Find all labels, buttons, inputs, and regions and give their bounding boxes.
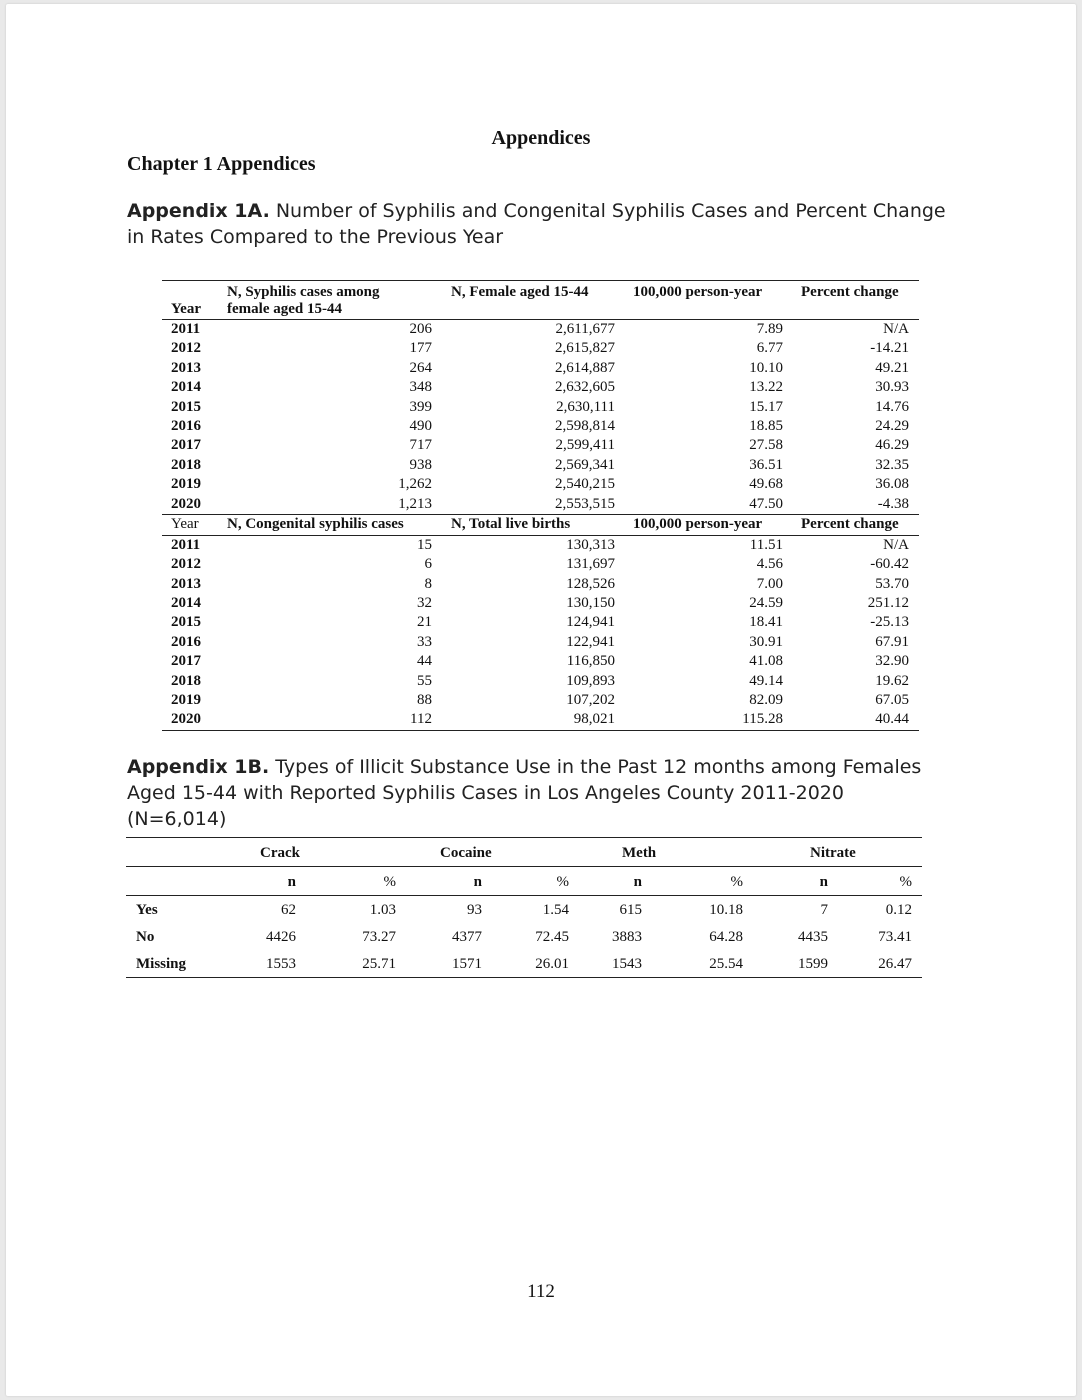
- year-cell: 2019: [171, 692, 201, 709]
- percent-change-cell: -60.42: [870, 556, 909, 573]
- count-cell: 4426: [266, 929, 296, 945]
- percent-subheader: %: [899, 874, 912, 890]
- percent-cell: 1.03: [369, 902, 396, 918]
- rate-cell: 82.09: [749, 692, 783, 709]
- col-header-year: Year: [171, 301, 201, 317]
- col-header-percent: Percent change: [801, 284, 899, 300]
- cases-cell: 177: [409, 340, 432, 357]
- appendix-1b-caption: [127, 754, 947, 832]
- rate-cell: 18.41: [749, 614, 783, 631]
- table-row: [162, 378, 919, 397]
- population-cell: 131,697: [566, 556, 615, 573]
- percent-change-cell: -4.38: [877, 495, 909, 512]
- col-header-rate: 100,000 person-year: [633, 515, 763, 532]
- group-header-row: [126, 838, 922, 867]
- cases-cell: 33: [417, 633, 432, 650]
- rate-cell: 24.59: [749, 595, 783, 612]
- table-row: [162, 594, 919, 613]
- appendix-1a-caption-text: Number of Syphilis and Congenital Syphilis Cases and Percent Change in Rates Compared to the Previous Year: [127, 200, 946, 248]
- appendix-1b-table: [126, 837, 922, 978]
- percent-change-cell: N/A: [883, 321, 909, 337]
- percent-change-cell: 14.76: [875, 398, 909, 415]
- cases-cell: 399: [409, 398, 432, 415]
- population-cell: 98,021: [573, 711, 615, 728]
- cases-cell: 44: [417, 653, 432, 670]
- table-row: [162, 417, 919, 436]
- count-subheader: n: [473, 874, 482, 890]
- table-body-syphilis: [162, 320, 919, 514]
- table-row: [162, 710, 919, 729]
- year-cell: 2017: [171, 437, 201, 454]
- year-cell: 2012: [171, 556, 201, 573]
- year-cell: 2016: [171, 417, 201, 434]
- percent-change-cell: 49.21: [875, 359, 909, 376]
- rate-cell: 49.14: [749, 672, 783, 689]
- group-header-nitrate: Nitrate: [810, 845, 856, 861]
- chapter-heading: Chapter 1 Appendices: [127, 153, 316, 175]
- table-row: [162, 475, 919, 494]
- group-header-meth: Meth: [622, 845, 657, 861]
- count-cell: 1599: [798, 956, 828, 972]
- population-cell: 2,540,215: [555, 476, 615, 493]
- cases-cell: 8: [424, 575, 432, 592]
- year-cell: 2013: [171, 575, 201, 592]
- col-header-congenital-cases: N, Congenital syphilis cases: [227, 515, 404, 532]
- rate-cell: 10.10: [749, 359, 783, 376]
- percent-change-cell: 19.62: [875, 672, 909, 689]
- col-header-year: Year: [171, 515, 199, 532]
- population-cell: 130,150: [566, 595, 615, 612]
- cases-cell: 32: [417, 595, 432, 612]
- percent-change-cell: 40.44: [875, 711, 909, 728]
- year-cell: 2013: [171, 359, 201, 376]
- cases-cell: 21: [417, 614, 432, 631]
- count-cell: 1553: [266, 956, 296, 972]
- rate-cell: 4.56: [756, 556, 783, 573]
- year-cell: 2011: [171, 321, 201, 337]
- percent-change-cell: 30.93: [875, 379, 909, 396]
- percent-cell: 26.47: [878, 956, 912, 972]
- cases-cell: 206: [409, 321, 432, 337]
- table-row: [162, 436, 919, 455]
- year-cell: 2020: [171, 711, 201, 728]
- percent-change-cell: 46.29: [875, 437, 909, 454]
- percent-change-cell: -25.13: [870, 614, 909, 631]
- cases-cell: 1,262: [398, 476, 432, 493]
- table-row: [162, 672, 919, 691]
- percent-change-cell: 36.08: [875, 476, 909, 493]
- count-cell: 615: [619, 902, 642, 918]
- percent-change-cell: 251.12: [867, 595, 909, 612]
- rate-cell: 115.28: [742, 711, 783, 728]
- page-number: 112: [527, 1281, 555, 1302]
- percent-change-cell: N/A: [883, 536, 909, 553]
- table-subheader: [162, 514, 919, 536]
- count-cell: 7: [820, 902, 828, 918]
- cases-cell: 15: [417, 536, 432, 553]
- percent-cell: 25.71: [362, 956, 396, 972]
- page-heading: Appendices: [491, 127, 591, 149]
- year-cell: 2014: [171, 595, 201, 612]
- year-cell: 2011: [171, 536, 201, 553]
- count-subheader: n: [287, 874, 296, 890]
- year-cell: 2018: [171, 672, 201, 689]
- rate-cell: 13.22: [749, 379, 783, 396]
- percent-change-cell: 67.91: [875, 633, 909, 650]
- table-row: [162, 555, 919, 574]
- col-header-live-births: N, Total live births: [451, 515, 571, 532]
- count-cell: 4435: [798, 929, 828, 945]
- appendix-1a-caption: [127, 198, 947, 250]
- cases-cell: 1,213: [398, 495, 432, 512]
- col-header-cases-line1: N, Syphilis cases among: [227, 284, 380, 300]
- table-row: [126, 923, 922, 950]
- subheader-row: [126, 867, 922, 896]
- population-cell: 128,526: [566, 575, 615, 592]
- cases-cell: 348: [409, 379, 432, 396]
- cases-cell: 55: [417, 672, 432, 689]
- cases-cell: 717: [409, 437, 432, 454]
- count-cell: 1571: [452, 956, 482, 972]
- count-cell: 3883: [612, 929, 642, 945]
- table-row: [126, 950, 922, 977]
- count-cell: 1543: [612, 956, 642, 972]
- year-cell: 2018: [171, 456, 201, 473]
- year-cell: 2015: [171, 614, 201, 631]
- population-cell: 122,941: [566, 633, 615, 650]
- count-subheader: n: [819, 874, 828, 890]
- population-cell: 2,598,814: [555, 417, 615, 434]
- percent-change-cell: 32.35: [875, 456, 909, 473]
- table-row: [162, 652, 919, 671]
- row-label: Yes: [136, 902, 158, 918]
- population-cell: 2,632,605: [555, 379, 615, 396]
- rate-cell: 7.00: [756, 575, 783, 592]
- appendix-1a-label: Appendix 1A.: [127, 200, 270, 222]
- cases-cell: 112: [410, 711, 432, 728]
- year-cell: 2014: [171, 379, 201, 396]
- percent-subheader: %: [556, 874, 569, 890]
- population-cell: 2,630,111: [556, 398, 615, 415]
- population-cell: 2,614,887: [555, 359, 615, 376]
- population-cell: 2,569,341: [555, 456, 615, 473]
- percent-change-cell: -14.21: [870, 340, 909, 357]
- col-header-rate: 100,000 person-year: [633, 284, 763, 300]
- percent-change-cell: 24.29: [875, 417, 909, 434]
- cases-cell: 88: [417, 692, 432, 709]
- rate-cell: 11.51: [749, 536, 783, 553]
- percent-cell: 26.01: [535, 956, 569, 972]
- table-row: [162, 633, 919, 652]
- rate-cell: 15.17: [749, 398, 783, 415]
- count-cell: 4377: [452, 929, 482, 945]
- year-cell: 2015: [171, 398, 201, 415]
- percent-cell: 73.41: [878, 929, 912, 945]
- population-cell: 2,615,827: [555, 340, 615, 357]
- percent-change-cell: 67.05: [875, 692, 909, 709]
- rate-cell: 36.51: [749, 456, 783, 473]
- population-cell: 109,893: [566, 672, 615, 689]
- year-cell: 2017: [171, 653, 201, 670]
- population-cell: 2,599,411: [555, 437, 615, 454]
- group-header-cocaine: Cocaine: [440, 845, 492, 861]
- row-label: Missing: [136, 956, 187, 972]
- table-body-substance: [126, 896, 922, 977]
- table-row: [162, 398, 919, 417]
- table-row: [162, 613, 919, 632]
- table-row: [162, 495, 919, 514]
- col-header-cases-line2: female aged 15-44: [227, 301, 342, 317]
- col-header-population: N, Female aged 15-44: [451, 284, 589, 300]
- count-subheader: n: [633, 874, 642, 890]
- percent-cell: 72.45: [535, 929, 569, 945]
- percent-change-cell: 53.70: [875, 575, 909, 592]
- population-cell: 116,850: [566, 653, 615, 670]
- rate-cell: 18.85: [749, 417, 783, 434]
- table-row: [162, 359, 919, 378]
- table-row: [162, 456, 919, 475]
- appendix-1b-label: Appendix 1B.: [127, 756, 270, 778]
- rate-cell: 49.68: [749, 476, 783, 493]
- population-cell: 107,202: [566, 692, 615, 709]
- cases-cell: 490: [409, 417, 432, 434]
- table-row: [162, 691, 919, 710]
- year-cell: 2019: [171, 476, 201, 493]
- percent-change-cell: 32.90: [875, 653, 909, 670]
- appendix-1a-table: [162, 280, 919, 731]
- table-row: [162, 575, 919, 594]
- population-cell: 2,553,515: [555, 495, 615, 512]
- rate-cell: 27.58: [749, 437, 783, 454]
- cases-cell: 6: [424, 556, 432, 573]
- rate-cell: 6.77: [756, 340, 783, 357]
- percent-cell: 64.28: [709, 929, 743, 945]
- group-header-crack: Crack: [260, 845, 300, 861]
- rate-cell: 47.50: [749, 495, 783, 512]
- table-row: [162, 320, 919, 339]
- table-row: [162, 536, 919, 555]
- count-cell: 93: [467, 902, 482, 918]
- percent-subheader: %: [383, 874, 396, 890]
- count-cell: 62: [281, 902, 296, 918]
- cases-cell: 938: [409, 456, 432, 473]
- cases-cell: 264: [409, 359, 432, 376]
- rate-cell: 30.91: [749, 633, 783, 650]
- percent-cell: 25.54: [709, 956, 743, 972]
- rate-cell: 7.89: [756, 321, 783, 337]
- year-cell: 2012: [171, 340, 201, 357]
- table-row: [126, 896, 922, 923]
- year-cell: 2016: [171, 633, 201, 650]
- percent-cell: 73.27: [362, 929, 396, 945]
- table-header: [162, 281, 919, 320]
- year-cell: 2020: [171, 495, 201, 512]
- table-row: [162, 339, 919, 358]
- rate-cell: 41.08: [749, 653, 783, 670]
- population-cell: 124,941: [566, 614, 615, 631]
- percent-cell: 1.54: [542, 902, 569, 918]
- appendix-1b-caption-text: Types of Illicit Substance Use in the Past 12 months among Females Aged 15-44 with Reported Syphilis Cases in Los Angeles County 2011-2020 (N=6,014): [127, 756, 922, 830]
- population-cell: 130,313: [566, 536, 615, 553]
- population-cell: 2,611,677: [555, 321, 615, 337]
- row-label: No: [136, 929, 155, 945]
- percent-cell: 10.18: [709, 902, 743, 918]
- percent-subheader: %: [730, 874, 743, 890]
- col-header-percent: Percent change: [801, 515, 899, 532]
- percent-cell: 0.12: [885, 902, 912, 918]
- table-body-congenital: [162, 536, 919, 730]
